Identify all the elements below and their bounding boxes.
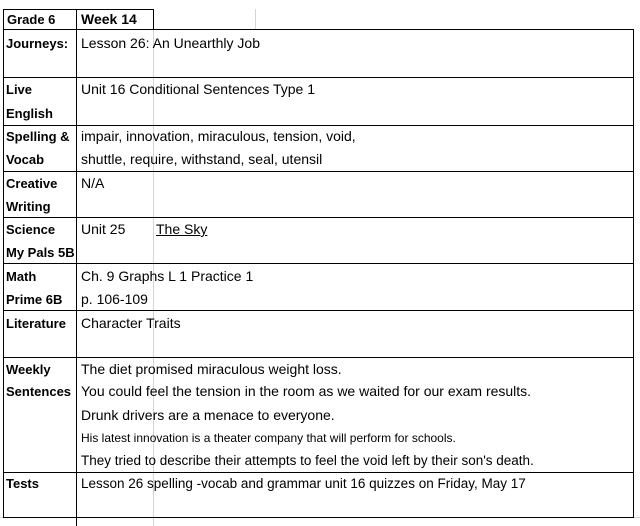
writing-label: Writing (6, 199, 51, 214)
grade-label: Grade 6 (7, 12, 56, 27)
weekly-label: Weekly (6, 362, 51, 377)
week-label: Week 14 (81, 11, 137, 27)
border-spelling-bottom (3, 171, 634, 172)
math-label: Math (6, 269, 37, 284)
tests-value: Lesson 26 spelling -vocab and grammar unit 16 quizzes on Friday, May 17 (81, 476, 526, 491)
english-label: English (6, 106, 53, 121)
journeys-label: Journeys: (6, 36, 69, 51)
border-live-bottom (3, 125, 634, 126)
weekly-sentence: His latest innovation is a theater company that will perform for schools. (81, 431, 456, 445)
live-english-value: Unit 16 Conditional Sentences Type 1 (81, 81, 316, 97)
literature-value: Character Traits (81, 315, 181, 331)
border-label-column (76, 9, 77, 526)
tests-label: Tests (6, 476, 39, 491)
border-creative-bottom (3, 217, 634, 218)
prime-label: Prime 6B (6, 292, 63, 307)
science-unit: Unit 25 (81, 221, 126, 237)
creative-writing-value: N/A (81, 175, 105, 191)
border-math-bottom (3, 310, 634, 311)
border-top (3, 9, 154, 10)
live-label: Live (6, 82, 33, 97)
science-label: Science (6, 222, 56, 237)
science-topic-link[interactable]: The Sky (156, 221, 208, 237)
journeys-value: Lesson 26: An Unearthly Job (81, 35, 261, 51)
border-journeys-bottom (3, 77, 634, 78)
weekly-sentence: You could feel the tension in the room as we waited for our exam results. (81, 383, 532, 399)
spelling-words-line-1: impair, innovation, miraculous, tension, void, (81, 128, 356, 144)
border-bottom (3, 517, 634, 518)
border-header-bottom (3, 29, 634, 30)
border-right (633, 29, 634, 517)
spelling-words-line-2: shuttle, require, withstand, seal, utensil (81, 151, 323, 167)
math-line-1: Ch. 9 Graphs L 1 Practice 1 (81, 268, 254, 284)
border-literature-bottom (3, 357, 634, 358)
weekly-sentence: Drunk drivers are a menace to everyone. (81, 407, 335, 423)
weekly-sentence: The diet promised miraculous weight loss. (81, 361, 342, 377)
literature-label: Literature (6, 316, 66, 331)
sentences-label: Sentences (6, 384, 72, 399)
creative-label: Creative (6, 176, 58, 191)
weekly-sentence: They tried to describe their attempts to feel the void left by their son's death. (81, 453, 534, 468)
border-header-week (153, 9, 154, 29)
vocab-label: Vocab (6, 152, 45, 167)
gridline-vertical (255, 9, 256, 29)
border-science-bottom (3, 263, 634, 264)
spelling-label: Spelling & (6, 129, 70, 144)
math-line-2: p. 106-109 (81, 291, 148, 307)
my-pals-label: My Pals 5B (6, 245, 75, 260)
border-weekly-bottom (3, 472, 634, 473)
